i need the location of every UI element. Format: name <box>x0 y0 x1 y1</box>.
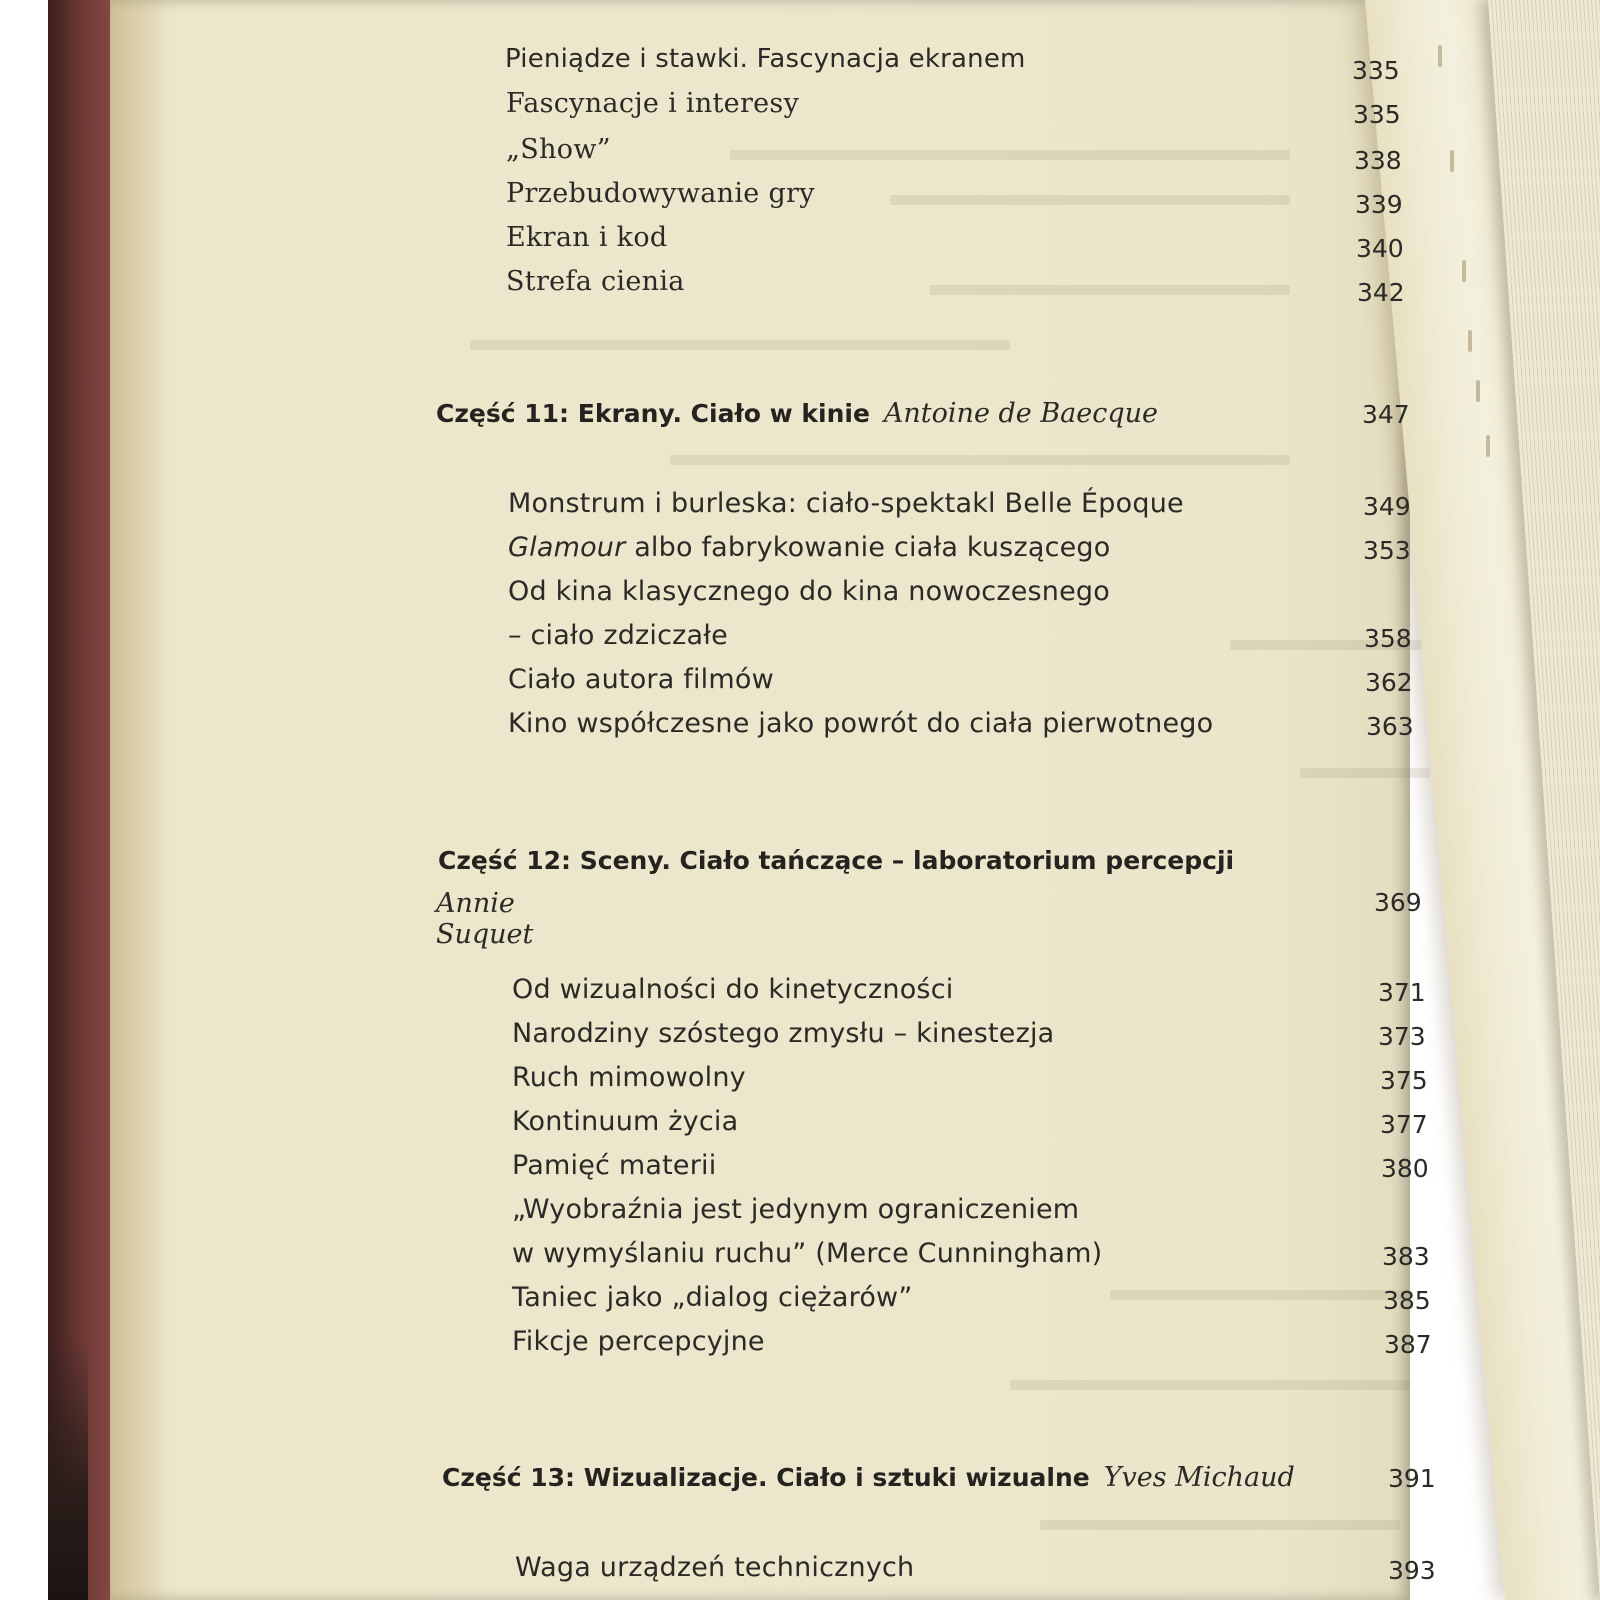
entry-page: 383 <box>1382 1242 1430 1271</box>
entry-page: 387 <box>1384 1330 1432 1359</box>
entry-title: Waga urządzeń technicznych <box>515 1552 915 1583</box>
entry-page: 363 <box>1366 712 1414 741</box>
entry-title-italic: Glamour <box>508 532 626 563</box>
entry-title: Taniec jako „dialog ciężarów” <box>512 1282 913 1313</box>
entry-page: 375 <box>1380 1066 1428 1095</box>
entry-title: Narodziny szóstego zmysłu – kinestezja <box>512 1018 1055 1049</box>
entry-page: 380 <box>1381 1154 1429 1183</box>
part-heading <box>442 1462 1295 1493</box>
entry-title: Ruch mimowolny <box>512 1062 746 1093</box>
part-heading <box>436 398 1158 429</box>
entry-page: 339 <box>1355 190 1403 219</box>
part-title: Część 11: Ekrany. Ciało w kinie <box>436 399 870 428</box>
entry-title: Kontinuum życia <box>512 1106 739 1137</box>
entry-title: Ekran i kod <box>506 222 668 253</box>
part-page: 391 <box>1388 1464 1436 1493</box>
entry-title: Ciało autora filmów <box>508 664 774 695</box>
part-heading: Część 12: Sceny. Ciało tańczące – laboratorium percepcji <box>438 846 1235 875</box>
entry-title: „Show” <box>506 134 611 165</box>
entry-title: Od kina klasycznego do kina nowoczesnego <box>508 576 1110 607</box>
entry-page: 349 <box>1363 492 1411 521</box>
entry-page: 385 <box>1383 1286 1431 1315</box>
entry-page: 393 <box>1388 1556 1436 1585</box>
entry-title: Pieniądze i stawki. Fascynacja ekranem <box>505 44 1026 74</box>
part-author: Yves Michaud <box>1103 1462 1295 1493</box>
entry-title: Strefa cienia <box>506 266 685 297</box>
part-author: Antoine de Baecque <box>883 398 1159 429</box>
entry-title <box>508 532 1110 563</box>
entry-title: Od wizualności do kinetyczności <box>512 974 954 1005</box>
entry-title: Przebudowywanie gry <box>506 178 815 209</box>
entry-title: Monstrum i burleska: ciało-spektakl Belle Époque <box>508 488 1184 519</box>
entry-page: 338 <box>1354 146 1402 175</box>
part-page: 347 <box>1362 400 1410 429</box>
part-author: Annie Suquet <box>436 888 534 950</box>
entry-page: 335 <box>1352 56 1400 85</box>
entry-title: – ciało zdziczałe <box>508 620 728 651</box>
part-page: 369 <box>1374 888 1422 917</box>
part-title: Część 13: Wizualizacje. Ciało i sztuki wizualne <box>442 1463 1090 1492</box>
entry-title: Kino współczesne jako powrót do ciała pierwotnego <box>508 708 1214 739</box>
entry-page: 358 <box>1364 624 1412 653</box>
entry-title-rest: albo fabrykowanie ciała kuszącego <box>625 532 1111 563</box>
entry-page: 362 <box>1365 668 1413 697</box>
entry-page: 335 <box>1353 100 1401 129</box>
entry-page: 342 <box>1357 278 1405 307</box>
entry-page: 373 <box>1378 1022 1426 1051</box>
entry-title: Fikcje percepcyjne <box>512 1326 765 1357</box>
entry-page: 377 <box>1380 1110 1428 1139</box>
entry-title: Pamięć materii <box>512 1150 717 1181</box>
entry-page: 340 <box>1356 234 1404 263</box>
entry-title: „Wyobraźnia jest jedynym ograniczeniem <box>512 1194 1080 1225</box>
entry-title: Fascynacje i interesy <box>506 88 800 119</box>
entry-page: 353 <box>1363 536 1411 565</box>
entry-page: 371 <box>1378 978 1426 1007</box>
entry-title: w wymyślaniu ruchu” (Merce Cunningham) <box>512 1238 1103 1269</box>
